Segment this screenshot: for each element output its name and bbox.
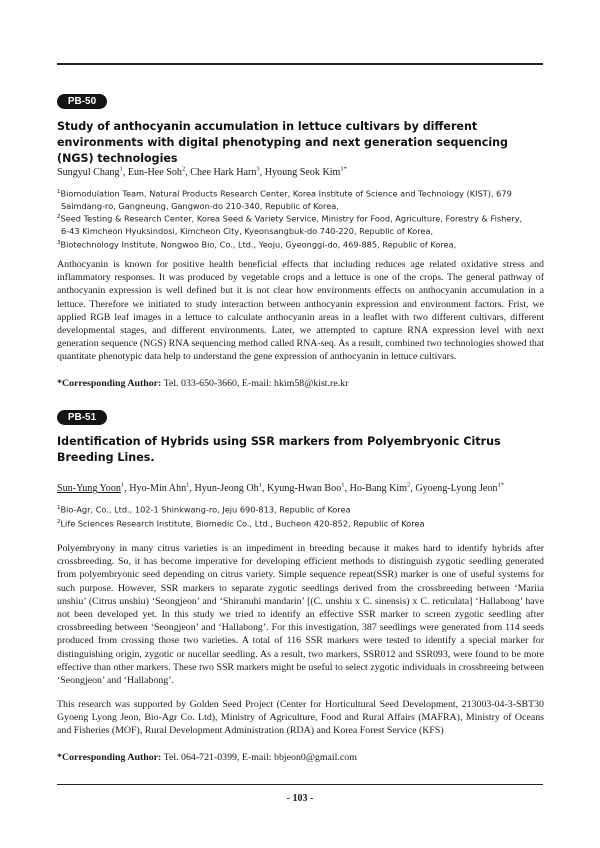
affiliation-1-cont: Saimdang-ro, Gangneung, Gangwon-do 210-340, Republic of Korea, — [61, 200, 339, 211]
author-affiliation-mark: 1 — [258, 482, 262, 489]
abstract-id-badge-pb50: PB-50 — [57, 94, 107, 109]
author-name: Hyoung Seok Kim — [264, 167, 341, 179]
author-affiliation-mark: 1 — [341, 482, 345, 489]
corresponding-label: *Corresponding Author: — [57, 752, 162, 763]
abstract-id-badge-pb51: PB-51 — [57, 410, 107, 425]
author — [57, 167, 128, 178]
author-name: Hyun-Jeong Oh — [194, 483, 259, 495]
corresponding-contact: Tel. 033-650-3660, E-mail: hkim58@kist.re.kr — [163, 378, 349, 389]
author — [190, 167, 264, 178]
author — [194, 483, 267, 494]
affiliation-1: $^1$Biomodulation Team, Natural Products Research Center, Korea Institute of Science and Technology (KIST), 679 — [57, 188, 512, 199]
author — [129, 483, 194, 494]
author — [265, 167, 347, 178]
author-affiliation-mark: 2 — [181, 166, 186, 173]
affiliation-2-cont: 6-43 Kimcheon Hyuksindosi, Kimcheon City, Kyeonsangbuk-do 740-220, Republic of Korea, — [61, 225, 434, 236]
author-separator: , — [124, 483, 130, 495]
author-affiliation-mark: 1* — [340, 166, 347, 173]
corresponding-label: *Corresponding Author: — [57, 378, 162, 389]
page-number: - 103 - — [286, 793, 314, 804]
author-separator: , — [344, 483, 350, 495]
author-name: Hyo-Min Ahn — [129, 483, 187, 495]
abstract-body-pb51: Polyembryony in many citrus varieties is an impediment in breeding because it makes hard to identify hybrids after crossbreeding. So, it has become imperative for developing efficient methods to distinguish zygotic seedling generated from polyembryonic seed depending on citrus variety. Simple sequence repeat(SSR) marker is one of useful systems for such purpose. However, SSR markers to separate zygotic seedlings derived from the crossbreeding between ‘Mariia unshiu’ (Citrus unshiu) ‘Seongjeon’ and ‘Shiranuhi mandarin’ [(C. unshiu x C. sinensis) x C. reticulata] ‘Hallabong’ have not been developed yet. In this study we tried to identify an effective SSR marker to screen zygotic seedling after crossbreeding between ‘Seongjeon’ and ‘Hallabong’. For this investigation, 387 seedlings were generated from 114 seeds produced from crossing those two varieties. A total of 116 SSR markers were tested to identify a special marker for distinguishing origin, zygotic or nucellar seedling. As a result, two markers, SSR012 and SSR093, were found to be more effective than other markers. These two SSR markers might be useful to select zygotic individuals in crossbreeing between ‘Seongjeon’ and ‘Hallabong’. — [57, 543, 544, 687]
abstract-body-pb50: Anthocyanin is known for positive health beneficial effects that including reduces age related oxidative stress and inflammatory responses. It was produced by vegetable crops and a lettuce is one of the crops. The general pathway of anthocyanin expression is well defined but it is not clear how environments effects on anthocyanin accumulation in a lettuce. Therefore we initiated to study interaction between anthocyanin expression and environment factors. Frist, we applied RGB leaf images in a lettuce to calculate anthocyanin areas in a leaflet with two different cultivars, different developmental stages, and different environments. Later, we attempted to capture RNA expression level with next generation sequence (NGS) RNA sequencing method called RNA-seq. As a result, combined two technologies showed that quantitate phenotypic data help to understand the gene expression of anthocyanin in lettuce cultivars. — [57, 259, 544, 363]
author-name: Kyung-Hwan Boo — [266, 483, 342, 495]
author-name: Chee Hark Harn — [190, 167, 257, 179]
corresponding-contact: Tel. 064-721-0399, E-mail: bbjeon0@gmail.com — [163, 752, 357, 763]
affiliation-list-pb51 — [57, 503, 547, 530]
affiliation-1: $^1$Bio-Agr, Co., Ltd., 102-1 Shinkwang-ro, Jeju 690-813, Republic of Korea — [57, 504, 351, 515]
author — [350, 483, 416, 494]
author-affiliation-mark: 1* — [497, 482, 504, 489]
corresponding-author-pb51 — [57, 751, 547, 764]
author-separator: , — [189, 483, 195, 495]
affiliation-2: $^2$Life Sciences Research Institute, Biomedic Co., Ltd., Bucheon 420-852, Republic of Korea — [57, 518, 425, 529]
author-separator: , — [122, 167, 128, 179]
author-name: Ho-Bang Kim — [349, 483, 408, 495]
author — [128, 167, 190, 178]
author-name: Eun-Hee Soh — [127, 167, 182, 179]
affiliation-2: $^2$Seed Testing & Research Center, Korea Seed & Variety Service, Ministry for Food, Agriculture, Forestry & Fishery, — [57, 214, 523, 225]
author — [57, 483, 129, 494]
corresponding-author-pb50 — [57, 377, 547, 390]
affiliation-list-pb50 — [57, 187, 547, 251]
header-rule — [57, 63, 543, 65]
author-name: Gyoeng-Lyong Jeon — [415, 483, 498, 495]
author-affiliation-mark: 1 — [119, 166, 123, 173]
author-separator: , — [259, 167, 265, 179]
author — [267, 483, 350, 494]
affiliation-3: $^3$Biotechnology Institute, Nongwoo Bio, Co., Ltd., Yeoju, Gyeonggi-do, 469-885, Republic of Korea, — [57, 239, 457, 250]
funding-statement-pb51: This research was supported by Golden Seed Project (Center for Horticultural Seed Development, 213003-04-3-SBT30 Gyoeng Lyong Jeon, Bio-Agr Co. Ltd), Ministry of Agriculture, Food and Rural Affairs (MAFRA), Ministry of Oceans and Fisheries (MOF), Rural Development Administration (RDA) and Korea Forest Service (KFS) — [57, 699, 544, 737]
author-separator: , — [410, 483, 416, 495]
paper-title-pb50: Study of anthocyanin accumulation in lettuce cultivars by different environments with digital phenotyping and next generation sequencing (NGS) technologies — [57, 120, 508, 165]
author-separator: , — [261, 483, 267, 495]
author-list-pb51 — [57, 479, 547, 495]
author-affiliation-mark: 1 — [120, 482, 125, 489]
footer-rule — [57, 784, 543, 785]
author-affiliation-mark: 2 — [407, 482, 411, 489]
author-name: Sun-Yung Yoon — [57, 483, 121, 495]
author — [415, 483, 504, 494]
paper-title-pb51: Identification of Hybrids using SSR markers from Polyembryonic Citrus Breeding Lines. — [57, 435, 501, 464]
author-affiliation-mark: 1 — [186, 482, 190, 489]
author-affiliation-mark: 3 — [256, 166, 260, 173]
author-list-pb50 — [57, 163, 547, 179]
author-name: Sungyul Chang — [57, 167, 120, 179]
author-separator: , — [185, 167, 191, 179]
